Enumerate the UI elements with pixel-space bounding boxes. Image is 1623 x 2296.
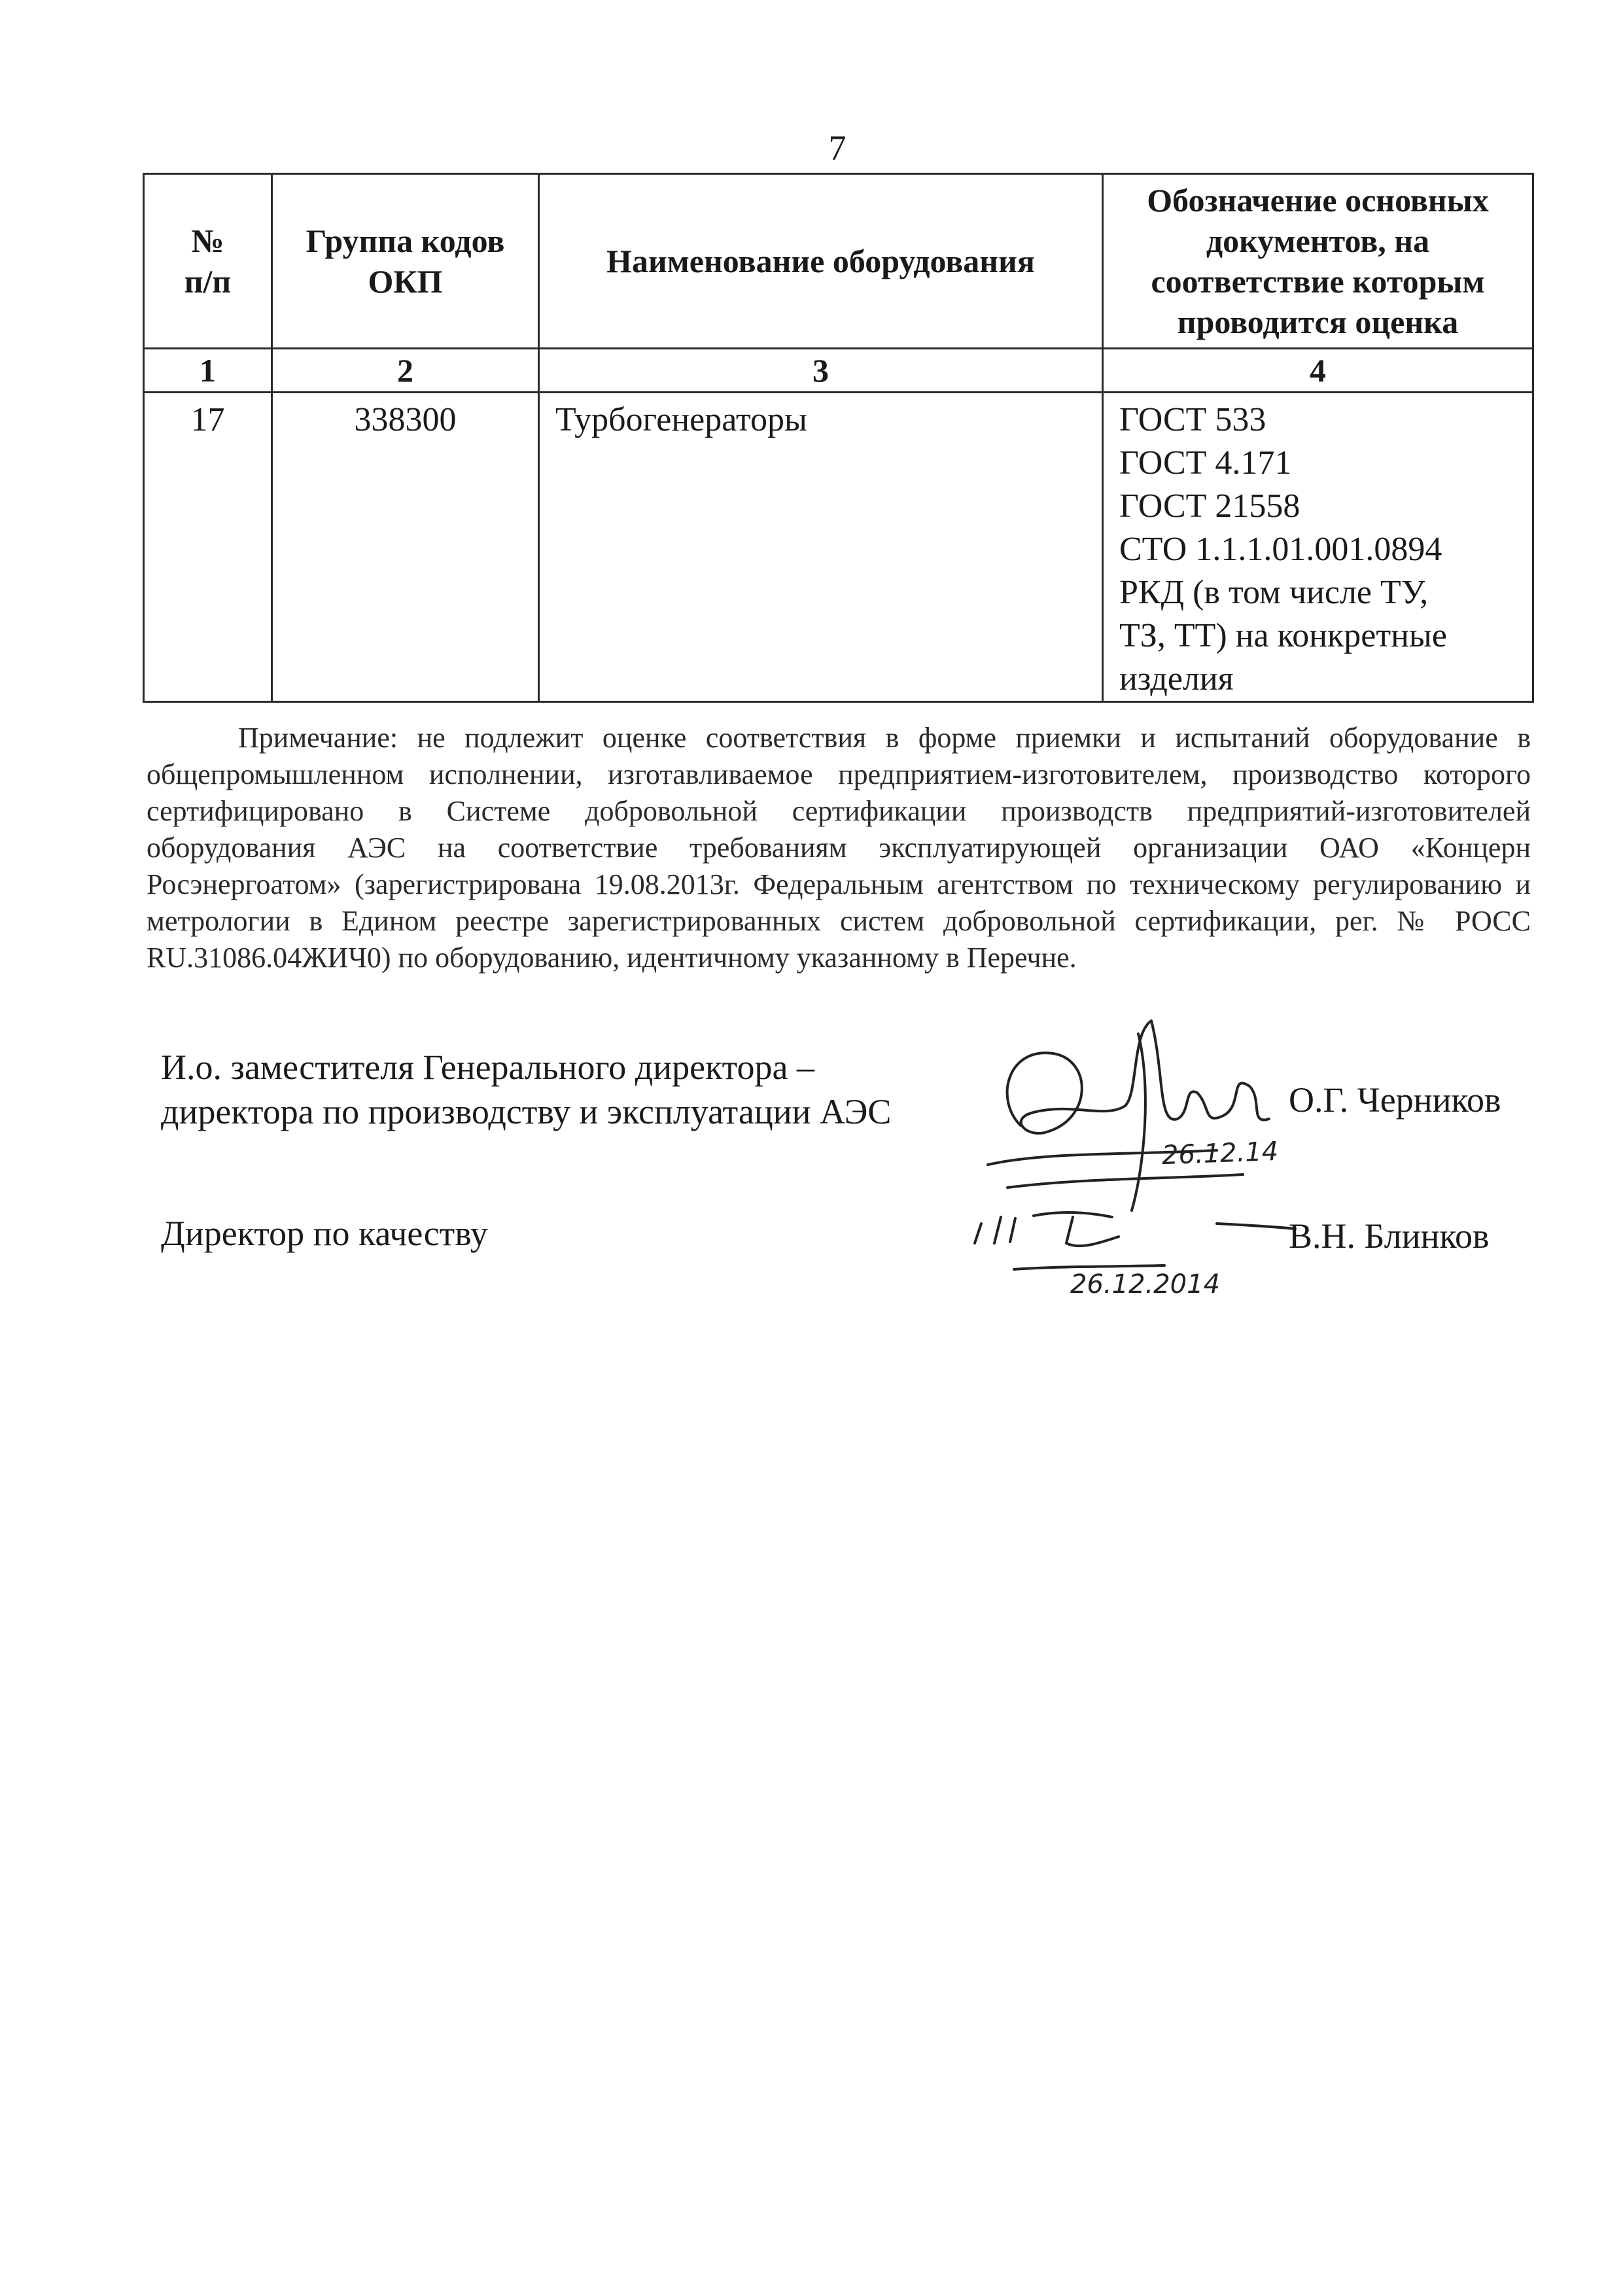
documents-cell	[1103, 393, 1533, 702]
signature-date-1: 26.12.14	[1161, 1136, 1279, 1171]
handwritten-signature-blinkov	[968, 1197, 1295, 1276]
document-item: ГОСТ 21558	[1119, 487, 1300, 525]
table-row	[144, 393, 1533, 702]
column-number: 3	[539, 349, 1103, 393]
column-number: 2	[272, 349, 539, 393]
document-item: СТО 1.1.1.01.001.0894	[1119, 531, 1442, 568]
signatory-title-line1: И.о. заместителя Генерального директора –	[161, 1048, 814, 1087]
document-item: ТЗ, ТТ) на конкретные	[1119, 617, 1447, 654]
page-number: 7	[828, 128, 846, 168]
okp-code-cell: 338300	[272, 393, 539, 702]
header-equipment-name: Наименование оборудования	[539, 174, 1103, 349]
header-number: № п/п	[144, 174, 272, 349]
equipment-name-cell: Турбогенераторы	[539, 393, 1103, 702]
row-number-cell: 17	[144, 393, 272, 702]
document-item: ГОСТ 4.171	[1119, 444, 1292, 482]
header-documents: Обозначение основных документов, на соответствие которым проводится оценка	[1103, 174, 1533, 349]
column-number: 1	[144, 349, 272, 393]
note-paragraph: Примечание: не подлежит оценке соответствия в форме приемки и испытаний оборудование в общепромышленном исполнении, изготавливаемое предприятием-изготовителем, производство которого сертифицировано в Системе добровольной сертификации производств предприятий-изготовителей оборудования АЭС на соответствие требованиям эксплуатирующей организации ОАО «Концерн Росэнергоатом» (зарегистрирована 19.08.2013г. Федеральным агентством по техническому регулированию и метрологии в Едином реестре зарегистрированных систем добровольной сертификации, рег. № РОСС RU.31086.04ЖИЧ0) по оборудованию, идентичному указанному в Перечне.	[147, 722, 1531, 974]
header-okp-codes: Группа кодов ОКП	[272, 174, 539, 349]
signatory-title-quality: Директор по качеству	[161, 1214, 488, 1253]
signatory-name-2: В.Н. Блинков	[1289, 1216, 1490, 1256]
signature-date-2: 26.12.2014	[1070, 1269, 1221, 1299]
signatory-name-1: О.Г. Черников	[1289, 1080, 1501, 1120]
handwritten-signature-chernikov	[968, 995, 1308, 1217]
signatory-title-line2: директора по производству и эксплуатации АЭС	[161, 1092, 892, 1131]
document-item: РКД (в том числе ТУ,	[1119, 574, 1429, 611]
column-number: 4	[1103, 349, 1533, 393]
equipment-table	[143, 173, 1534, 703]
document-item: изделия	[1119, 660, 1234, 698]
document-item: ГОСТ 533	[1119, 401, 1266, 438]
table-header-row	[144, 174, 1533, 349]
column-number-row	[144, 349, 1533, 393]
